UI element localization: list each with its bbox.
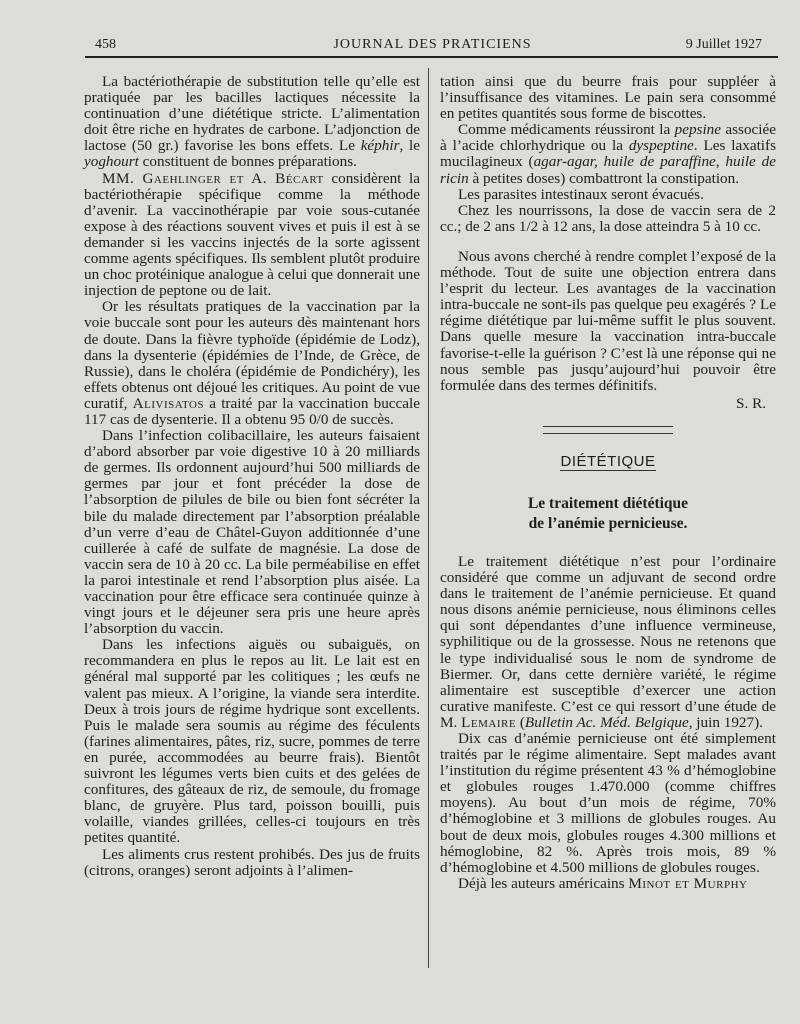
- right-column: [440, 74, 776, 892]
- issue-date: 9 Juillet 1927: [685, 37, 762, 52]
- paragraph: Dix cas d’anémie pernicieuse ont été simplement traités par le régime alimentaire. Sept malades avant l’institution du régime présentent 43 % d’hémoglobine et globules rouges 1.470.000 (comme chiffres moyens). Au bout d’un mois de régime, 70% d’hémoglobine et 3 millions de globules rouges. Au bout de deux mois, globules rouges 4.300 millions et hémoglobine, 82 %. Après trois mois, 89 % d’hémoglobine et 4.500 millions de globules rouges.: [440, 730, 776, 876]
- column-divider: [428, 68, 429, 968]
- paragraph: tation ainsi que du beurre frais pour suppléer à l’insuffisance des vitamines. Le pain sera consommé en petites quantités sous forme de biscottes.: [440, 73, 776, 123]
- paragraph: Or les résultats pratiques de la vaccination par la voie buccale sont pour les auteurs dès maintenant hors de doute. Dans la fièvre typhoïde (épidémie de Lodz), dans la dysenterie (épidémies de l’Inde, de Grèce, de Russie), dans le choléra (épidémie de Pondichéry), les effets obtenus ont déjoué les critiques. Au point de vue curatif, Alivisatos a traité par la vaccination buccale 117 cas de dysenterie. Il a obtenu 95 0/0 de succès.: [84, 298, 420, 428]
- paragraph: Nous avons cherché à rendre complet l’exposé de la méthode. Tout de suite une objection entrera dans l’esprit du lecteur. Les avantages de la vaccination intra-buccale ne sont-ils pas quelque peu exagérés ? Le régime diététique par lui-même suffit le plus souvent. Dans quelle mesure la vaccination intra-buccale favorise-t-elle la guérison ? C’est là une réponse qui ne nous semble pas jusqu’aujourd’hui pouvoir être formulée dans des termes définitifs.: [440, 247, 776, 394]
- article-title: Le traitement diététique de l’anémie pernicieuse.: [527, 494, 689, 532]
- author-name: Lemaire: [461, 713, 517, 731]
- page-number: 458: [95, 37, 116, 52]
- author-names: MM. Gaehlinger et A. Bécart: [102, 169, 324, 187]
- signature: S. R.: [736, 394, 766, 412]
- paragraph: Dans l’infection colibacillaire, les auteurs faisaient d’abord absorber par voie digestive 10 à 20 milliards de germes. Ils ordonnent aujourd’hui 500 milliards de germes par jour et font précéder la dose de l’absorption de pilules de bile ou bien font sécréter la bile du malade directement par l’absorption préalable d’un verre d’eau de Châtel-Guyon additionnée d’une cuillerée à café de sulfate de magnésie. La dose de vaccin sera de 10 à 20 cc. La bile perméabilise en effet la paroi intestinale et rend l’absorption plus aisée. La vaccination pour être efficace sera continuée quinze à vingt jours et le déjeuner sera pris une heure après l’absorption du vaccin.: [84, 427, 420, 638]
- paragraph: Les aliments crus restent prohibés. Des jus de fruits (citrons, oranges) seront adjoints à l’alimen-: [84, 845, 420, 879]
- author-names: Minot et Murphy: [628, 874, 748, 892]
- running-header: [95, 37, 770, 55]
- paragraph: MM. Gaehlinger et A. Bécart considèrent la bactériothérapie spécifique comme la méthode d’avenir. La vaccinothérapie par voie sous-cutanée expose à des réactions souvent vives et puis il est à se demander si les vaccins injectés de la sorte agissent comme agents spécifiques. Ils semblent plutôt produire un choc protéinique analogue à celui que donnerait une injection de peptone ou de lait.: [84, 169, 420, 300]
- author-name: Alivisatos: [132, 394, 205, 412]
- journal-title: JOURNAL DES PRATICIENS: [333, 37, 532, 52]
- paragraph: Chez les nourrissons, la dose de vaccin sera de 2 cc.; de 2 ans 1/2 à 12 ans, la dose atteindra 5 à 10 cc.: [440, 201, 776, 235]
- paragraph: Comme médicaments réussiront la pepsine associée à l’acide chlorhydrique ou la dyspeptine. Les laxatifs mucilagineux (agar-agar, huile de paraffine, huile de ricin à petites doses) combattront la constipation.: [440, 121, 776, 187]
- section-heading: DIÉTÉTIQUE: [560, 452, 656, 470]
- paragraph: Le traitement diététique n’est pour l’ordinaire considéré que comme un adjuvant de second ordre dans le traitement de l’anémie pernicieuse. Et quand nous disons anémie pernicieuse, nous éliminons celles qui sont dépendantes d’une influence vermineuse, syphilitique ou de la grossesse. Nous ne retenons que le type individualisé sous le nom de syndrome de Biermer. Or, dans cette dernière variété, le régime alimentaire est susceptible d’exercer une action curative manifeste. C’est ce qui ressort d’une étude de M. Lemaire (Bulletin Ac. Méd. Belgique, juin 1927).: [440, 552, 776, 731]
- paragraph: Les parasites intestinaux seront évacués.: [458, 185, 704, 203]
- section-separator: [543, 426, 673, 434]
- paragraph: Déjà les auteurs américains Minot et Murphy: [458, 874, 748, 892]
- citation: Bulletin Ac. Méd. Belgique: [524, 713, 689, 731]
- left-column: [84, 74, 420, 879]
- paragraph: La bactériothérapie de substitution telle qu’elle est pratiquée par les bacilles lactiques nécessite la continuation d’une diététique stricte. L’alimentation doit être riche en hydrates de carbone. L’adjonction de lactose (50 gr.) favorise les bons effets. Le képhir, le yoghourt constituent de bonnes préparations.: [84, 73, 420, 171]
- paragraph: Dans les infections aiguës ou subaiguës, on recommandera en plus le repos au lit. Le lait est en général mal supporté par les colitiques ; les œufs ne valent pas mieux. A l’origine, la viande sera interdite. Deux à trois jours de régime hydrique sont excellents. Puis le malade sera soumis au régime des féculents (farines alimentaires, pâtes, riz, sucre, pommes de terre en purée, accommodées au beurre frais). Bientôt suivront les légumes verts bien cuits et des gelées de confitures, des gâteaux de riz, de semoule, du fromage blanc, de gruyère. Plus tard, poisson bouilli, puis volaille, viandes grillées, celles-ci toujours en très petites quantité.: [84, 636, 420, 847]
- header-rule: [85, 56, 778, 58]
